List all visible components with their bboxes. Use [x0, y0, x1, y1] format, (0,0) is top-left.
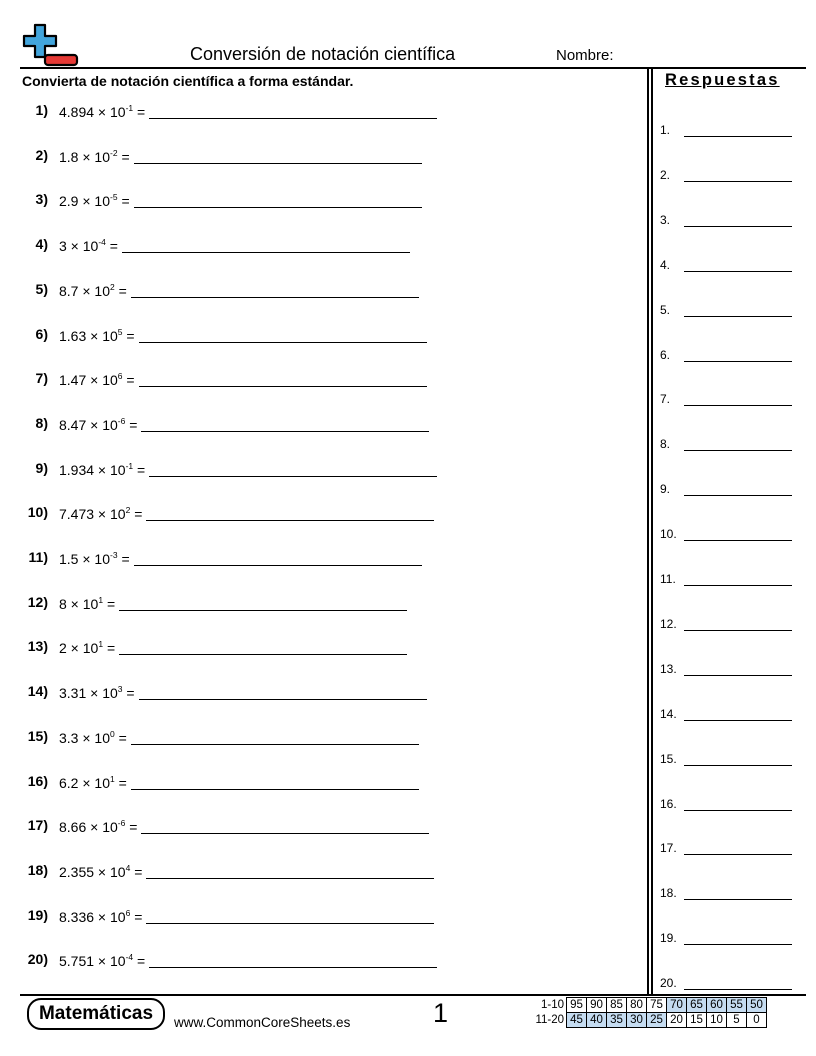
- answer-blank[interactable]: [139, 372, 427, 387]
- answer-blank[interactable]: [134, 193, 422, 208]
- answer-key-blank[interactable]: [684, 720, 792, 721]
- score-cell: 90: [587, 998, 607, 1013]
- answer-number: 8.: [660, 437, 671, 452]
- mantissa: 2.9: [59, 193, 79, 210]
- answer-key-blank[interactable]: [684, 899, 792, 900]
- answer-key-blank[interactable]: [684, 854, 792, 855]
- name-label: Nombre:: [556, 47, 614, 64]
- answer-row: [660, 123, 794, 139]
- answer-number: 14.: [660, 706, 677, 721]
- exponent: 4: [125, 862, 131, 873]
- exponent: -4: [125, 952, 134, 963]
- problem-number: 5): [35, 280, 48, 297]
- problem-expression: $1.934 \times 10^{-1}$ =: [59, 462, 437, 478]
- answer-row: [660, 392, 794, 408]
- exponent: 6: [117, 371, 123, 382]
- problem-expression: $8.66 \times 10^{-6}$ =: [59, 819, 429, 835]
- answer-row: [660, 976, 794, 992]
- footer-rule: [20, 994, 806, 996]
- answer-key-blank[interactable]: [684, 361, 792, 362]
- answer-blank[interactable]: [149, 953, 437, 968]
- score-cell: 30: [627, 1013, 647, 1028]
- problem-number: 10): [27, 504, 48, 521]
- mantissa: 3: [59, 238, 67, 255]
- mantissa: 8: [59, 595, 67, 612]
- answer-number: 9.: [660, 482, 671, 497]
- answer-blank[interactable]: [131, 730, 419, 745]
- answer-key-blank[interactable]: [684, 810, 792, 811]
- answer-number: 16.: [660, 796, 677, 811]
- problem-number: 15): [27, 727, 48, 744]
- answer-row: [660, 527, 794, 543]
- mantissa: 6.2: [59, 774, 79, 791]
- problem-expression: $3.31 \times 10^3$ =: [59, 685, 427, 701]
- mantissa: 2.355: [59, 863, 95, 880]
- score-row: [531, 1013, 767, 1028]
- answer-key-blank[interactable]: [684, 495, 792, 496]
- answer-key-blank[interactable]: [684, 450, 792, 451]
- answer-number: 5.: [660, 302, 671, 317]
- answer-row: [660, 303, 794, 319]
- answer-blank[interactable]: [122, 238, 410, 253]
- problem-number: 6): [35, 325, 48, 342]
- problem-expression: $6.2 \times 10^1$ =: [59, 775, 419, 791]
- score-cell: 35: [607, 1013, 627, 1028]
- instructions: Convierta de notación científica a forma estándar.: [22, 73, 354, 89]
- score-range: 1-10: [540, 999, 564, 1011]
- problem-expression: $2 \times 10^1$ =: [59, 640, 407, 656]
- answer-key-blank[interactable]: [684, 765, 792, 766]
- mantissa: 2: [59, 640, 67, 657]
- answer-blank[interactable]: [146, 909, 434, 924]
- answer-number: 18.: [660, 886, 677, 901]
- answer-number: 12.: [660, 616, 677, 631]
- answer-blank[interactable]: [139, 328, 427, 343]
- problem-expression: $1.8 \times 10^{-2}$ =: [59, 149, 422, 165]
- answer-row: [660, 886, 794, 902]
- problem-number: 17): [27, 817, 48, 834]
- problem-expression: $8.336 \times 10^6$ =: [59, 909, 434, 925]
- score-range: 11-20: [535, 1014, 564, 1026]
- answer-key-blank[interactable]: [684, 316, 792, 317]
- problem-number: 2): [35, 146, 48, 163]
- answer-blank[interactable]: [134, 149, 422, 164]
- score-cell: 0: [747, 1013, 767, 1028]
- answer-row: [660, 662, 794, 678]
- mantissa: 8.7: [59, 282, 79, 299]
- answer-blank[interactable]: [119, 640, 407, 655]
- score-row: [531, 998, 767, 1013]
- answer-key-blank[interactable]: [684, 585, 792, 586]
- mantissa: 8.336: [59, 908, 95, 925]
- answer-row: [660, 482, 794, 498]
- score-cell: 50: [747, 998, 767, 1013]
- answer-blank[interactable]: [146, 506, 434, 521]
- site-url: www.CommonCoreSheets.es: [174, 1015, 351, 1030]
- score-cell: 95: [567, 998, 587, 1013]
- problem-expression: $1.47 \times 10^6$ =: [59, 372, 427, 388]
- score-cell: 75: [647, 998, 667, 1013]
- exponent: 1: [98, 639, 104, 650]
- answer-blank[interactable]: [139, 685, 427, 700]
- answer-row: [660, 348, 794, 364]
- problem-expression: $3.3 \times 10^0$ =: [59, 730, 419, 746]
- answer-blank[interactable]: [131, 775, 419, 790]
- column-divider: [647, 68, 653, 994]
- answer-number: 20.: [660, 976, 677, 991]
- problem-number: 20): [27, 951, 48, 968]
- answer-number: 4.: [660, 257, 671, 272]
- answer-row: [660, 572, 794, 588]
- score-cell: 85: [607, 998, 627, 1013]
- problem-expression: $2.9 \times 10^{-5}$ =: [59, 193, 422, 209]
- exponent: -1: [125, 103, 134, 113]
- answer-blank[interactable]: [141, 819, 429, 834]
- exponent: 2: [125, 505, 131, 516]
- answer-key-blank[interactable]: [684, 540, 792, 541]
- header-rule: [20, 67, 806, 69]
- answer-number: 10.: [660, 527, 677, 542]
- exponent: -2: [110, 147, 118, 158]
- problem-number: 3): [35, 191, 48, 208]
- mantissa: 8.66: [59, 819, 87, 836]
- answers-title: Respuestas: [665, 71, 780, 89]
- exponent: 1: [98, 594, 104, 605]
- answer-blank[interactable]: [119, 596, 407, 611]
- page-number: 1: [433, 998, 449, 1028]
- score-cell: 40: [587, 1013, 607, 1028]
- answer-blank[interactable]: [149, 462, 437, 477]
- answer-row: [660, 213, 794, 229]
- answer-number: 11.: [660, 572, 676, 586]
- answer-number: 7.: [660, 392, 671, 407]
- answer-key-blank[interactable]: [684, 944, 792, 945]
- score-cell: 25: [647, 1013, 667, 1028]
- problem-number: 1): [35, 102, 48, 118]
- answer-number: 13.: [660, 661, 677, 676]
- exponent: -4: [98, 237, 106, 248]
- answer-blank[interactable]: [141, 417, 429, 432]
- answer-row: [660, 617, 794, 633]
- answer-number: 1.: [660, 123, 671, 137]
- answer-key-blank[interactable]: [684, 405, 792, 406]
- mantissa: 1.934: [59, 461, 95, 478]
- score-cell: 55: [727, 998, 747, 1013]
- answer-number: 6.: [660, 347, 671, 362]
- mantissa: 1.5: [59, 551, 79, 567]
- mantissa: 7.473: [59, 506, 95, 523]
- problem-number: 12): [27, 593, 48, 610]
- exponent: -6: [117, 415, 126, 426]
- score-cell: 5: [727, 1013, 747, 1028]
- exponent: 6: [125, 907, 131, 918]
- exponent: -5: [110, 192, 118, 203]
- exponent: -1: [125, 460, 134, 471]
- answer-key-blank[interactable]: [684, 989, 792, 990]
- exponent: 0: [110, 728, 115, 739]
- answer-row: [660, 931, 794, 947]
- answer-row: [660, 707, 794, 723]
- answer-row: [660, 437, 794, 453]
- mantissa: 1.63: [59, 327, 87, 344]
- brand-badge: Matemáticas: [27, 998, 165, 1030]
- exponent: -3: [110, 550, 118, 560]
- exponent: 5: [117, 326, 123, 337]
- answer-number: 15.: [660, 751, 677, 766]
- answer-blank[interactable]: [131, 283, 419, 298]
- problem-number: 7): [35, 370, 48, 387]
- mantissa: 4.894: [59, 104, 95, 120]
- mantissa: 1.47: [59, 372, 87, 389]
- problem-expression: $4.894 \times 10^{-1}$ =: [59, 104, 437, 120]
- mantissa: 5.751: [59, 953, 95, 970]
- problem-expression: $2.355 \times 10^4$ =: [59, 864, 434, 880]
- answer-key-blank[interactable]: [684, 271, 792, 272]
- answer-row: [660, 168, 794, 184]
- answer-blank[interactable]: [149, 104, 437, 119]
- problem-number: 13): [27, 638, 48, 655]
- problem-expression: $5.751 \times 10^{-4}$ =: [59, 953, 437, 969]
- answer-row: [660, 797, 794, 813]
- score-table: [531, 997, 767, 1028]
- exponent: 1: [110, 773, 115, 784]
- score-cell: 60: [707, 998, 727, 1013]
- score-cell: 65: [687, 998, 707, 1013]
- score-cell: 15: [687, 1013, 707, 1028]
- problem-number: 16): [27, 772, 48, 789]
- answer-key-blank[interactable]: [684, 136, 792, 137]
- answer-key-blank[interactable]: [684, 181, 792, 182]
- plus-minus-logo-icon: [22, 22, 80, 68]
- problem-number: 9): [35, 459, 48, 476]
- answer-key-blank[interactable]: [684, 226, 792, 227]
- problem-number: 18): [27, 861, 48, 878]
- worksheet-title: Conversión de notación científica: [190, 44, 456, 64]
- answer-row: [660, 841, 794, 857]
- score-cell: 70: [667, 998, 687, 1013]
- mantissa: 3.3: [59, 729, 79, 746]
- problem-number: 4): [35, 236, 48, 253]
- exponent: 2: [110, 281, 115, 292]
- answer-blank[interactable]: [146, 864, 434, 879]
- problem-number: 11): [28, 549, 48, 565]
- exponent: 3: [117, 684, 123, 695]
- problem-expression: $8 \times 10^1$ =: [59, 596, 407, 612]
- problem-number: 14): [27, 683, 48, 700]
- answer-number: 2.: [660, 167, 671, 182]
- answer-key-blank[interactable]: [684, 630, 792, 631]
- problem-expression: $8.7 \times 10^2$ =: [59, 283, 419, 299]
- answer-number: 3.: [660, 212, 671, 227]
- problem-expression: $7.473 \times 10^2$ =: [59, 506, 434, 522]
- problem-expression: $1.63 \times 10^5$ =: [59, 328, 427, 344]
- answer-row: [660, 258, 794, 274]
- problem-expression: $1.5 \times 10^{-3}$ =: [59, 551, 422, 567]
- score-cell: 80: [627, 998, 647, 1013]
- problem-number: 19): [27, 906, 48, 923]
- score-cell: 10: [707, 1013, 727, 1028]
- score-cell: 45: [567, 1013, 587, 1028]
- mantissa: 8.47: [59, 416, 87, 433]
- problem-expression: $3 \times 10^{-4}$ =: [59, 238, 410, 254]
- problem-number: 8): [35, 414, 48, 431]
- mantissa: 1.8: [59, 148, 79, 165]
- answer-blank[interactable]: [134, 551, 422, 566]
- problem-expression: $8.47 \times 10^{-6}$ =: [59, 417, 429, 433]
- answer-key-blank[interactable]: [684, 675, 792, 676]
- score-cell: 20: [667, 1013, 687, 1028]
- answer-number: 19.: [660, 931, 677, 946]
- mantissa: 3.31: [59, 685, 87, 702]
- answer-row: [660, 752, 794, 768]
- exponent: -6: [117, 818, 126, 829]
- answer-number: 17.: [660, 841, 677, 856]
